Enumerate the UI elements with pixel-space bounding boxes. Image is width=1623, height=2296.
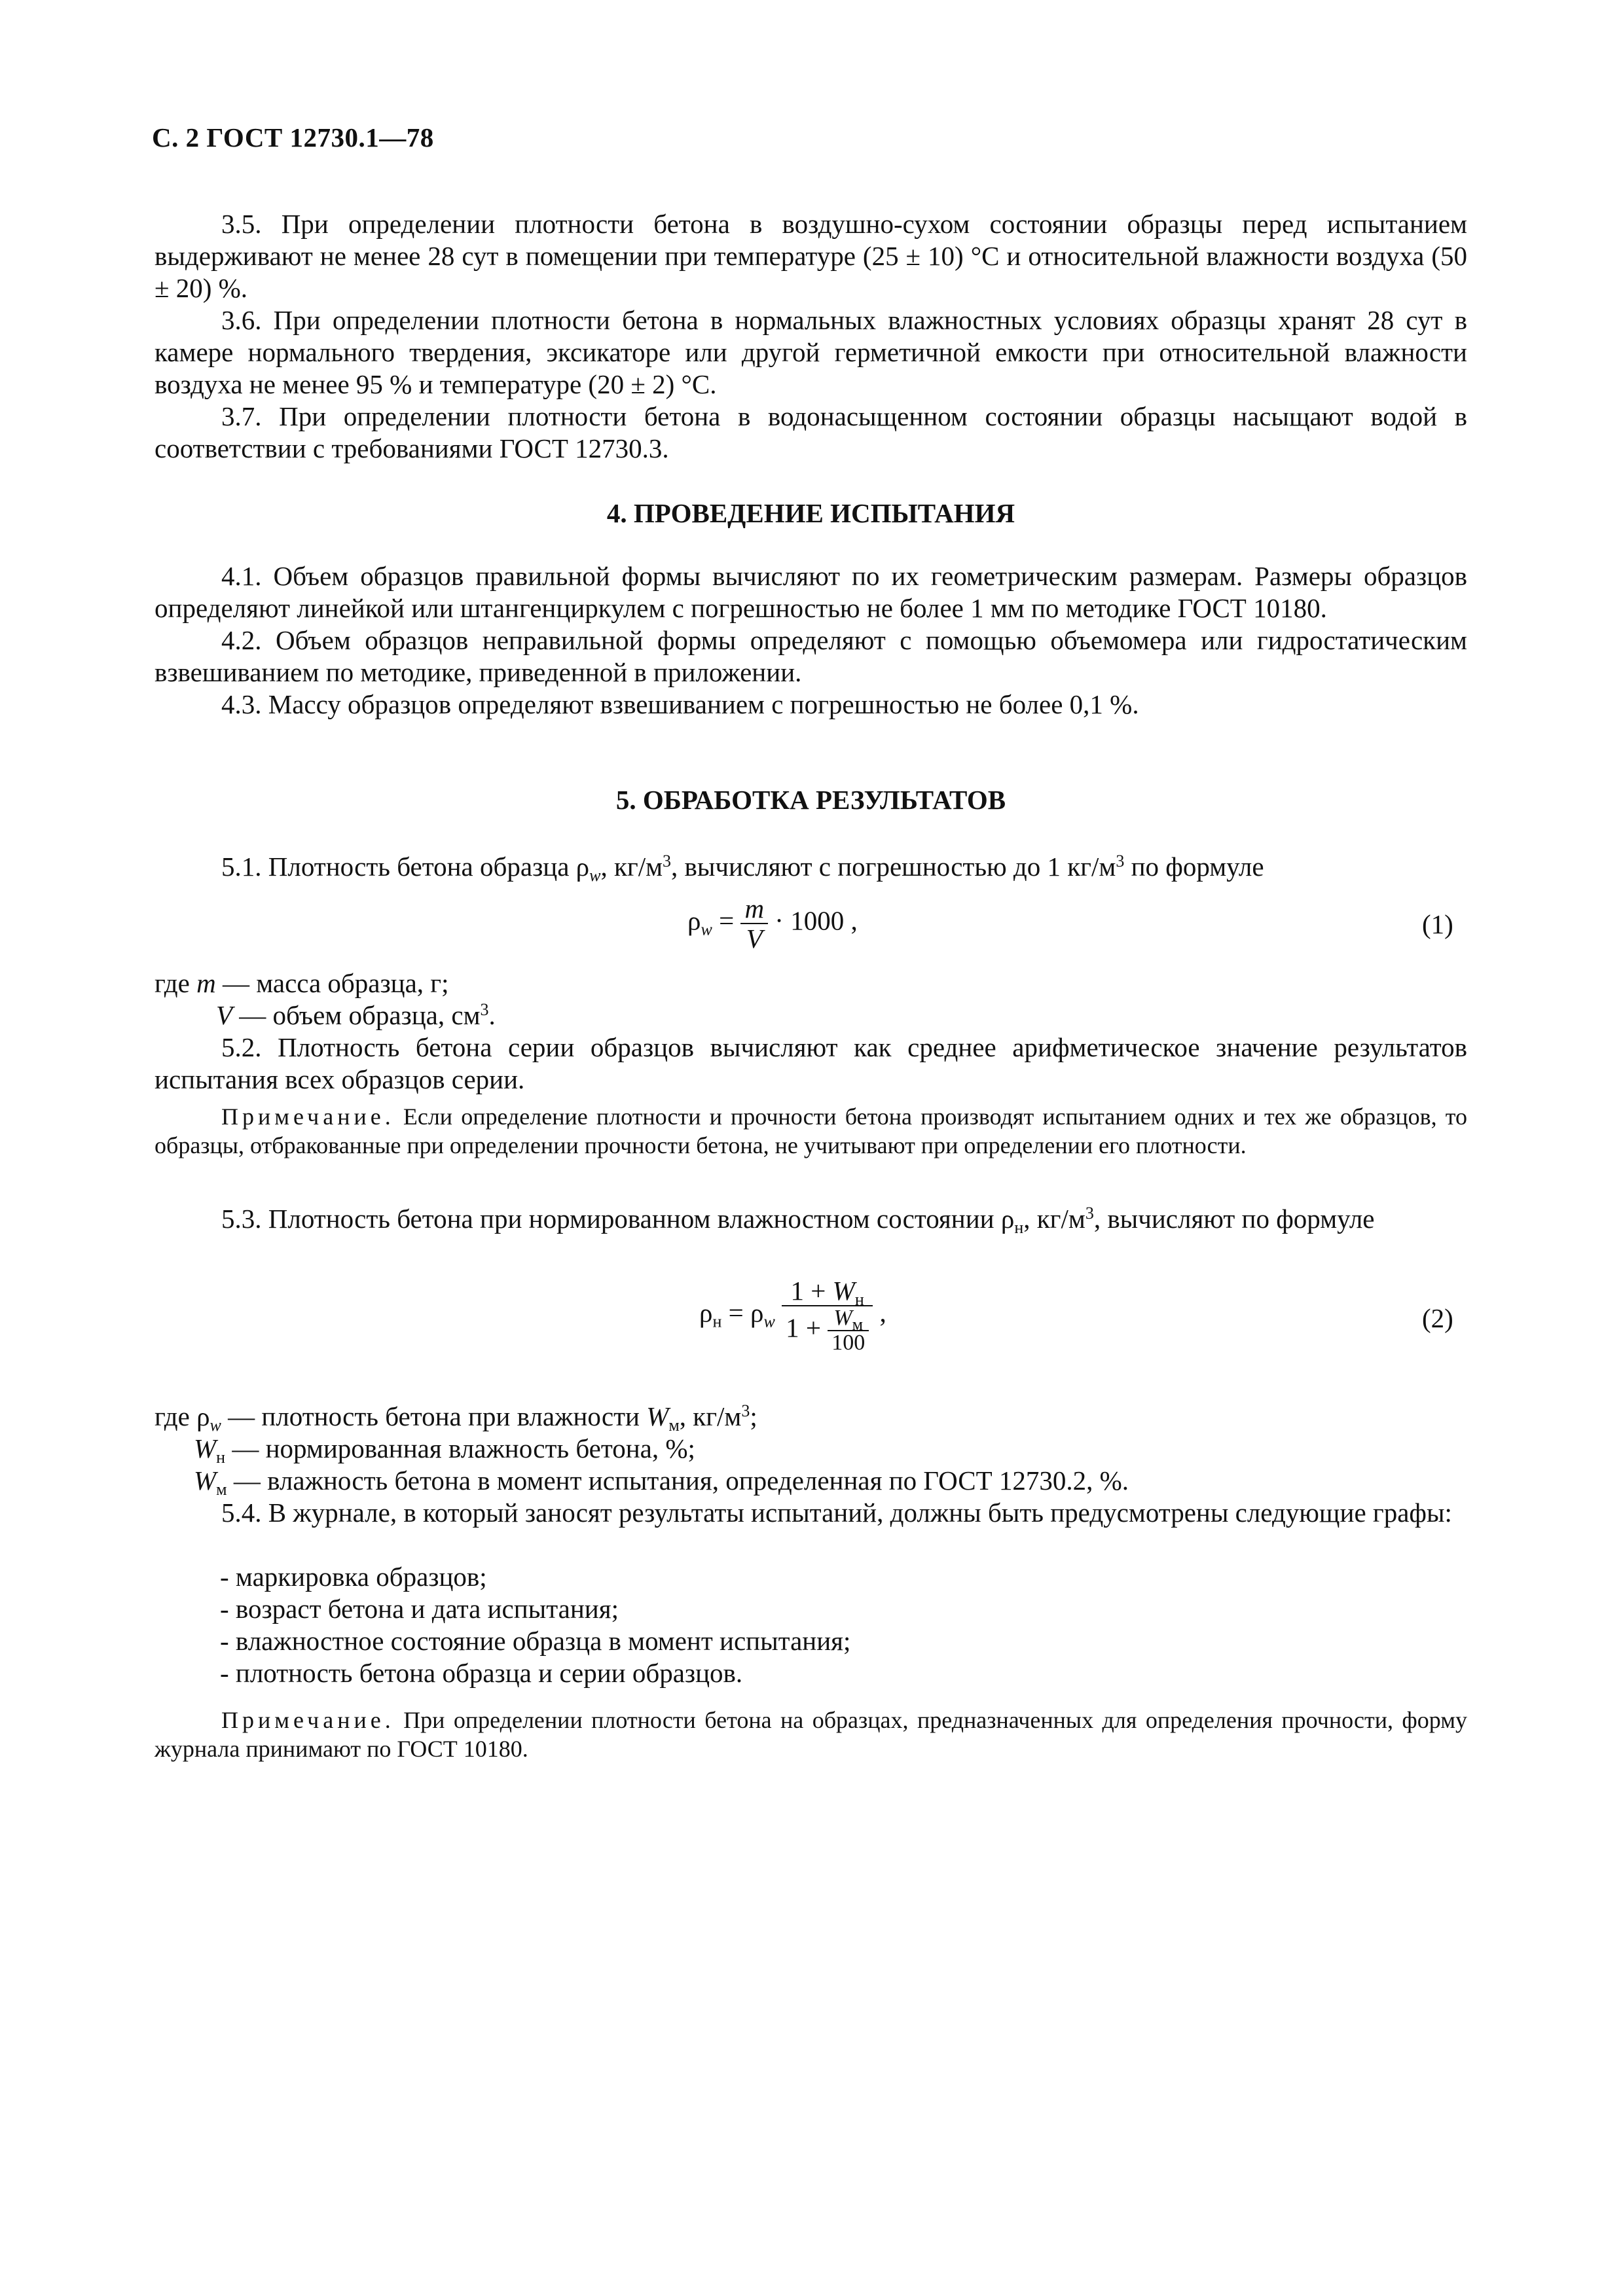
w2-l2v: W [194,1433,217,1463]
w2-l1sub: w [210,1416,221,1435]
w2-l1d: ; [750,1401,757,1431]
p53-sub: н [1014,1218,1024,1237]
note-1-label: Примечание. [221,1103,395,1130]
section-4-heading: 4. ПРОВЕДЕНИЕ ИСПЫТАНИЯ [606,498,1015,528]
where-2-line-2 [194,1433,695,1465]
f1-lhs: ρ [687,905,701,936]
formula-1-number: (1) [1422,909,1453,939]
paragraph-5-2-wrap [155,1031,1467,1096]
w2-l1vsub: м [668,1416,680,1435]
section-5-heading: 5. ОБРАБОТКА РЕЗУЛЬТАТОВ [615,785,1006,815]
w1-l1a: где [155,968,197,998]
p53-a: 5.3. Плотность бетона при нормированном влажностном состоянии ρ [221,1204,1015,1234]
w2-l1c: , кг/м [679,1401,742,1431]
w2-l1v: W [646,1401,669,1431]
f1-rest: · 1000 , [768,905,858,936]
paragraph-5-1 [155,851,1467,883]
p51-sub: w [589,866,601,885]
note-2-text: При определении плотности бетона на образцах, предназначенных для определения прочности, форму журнала принимают по ГОСТ 10180. [155,1707,1467,1762]
p51-c: , вычисляют с погрешностью до 1 кг/м [671,852,1116,882]
p51-d: по формуле [1124,852,1264,882]
f2-fraction [782,1276,873,1355]
f2-lhs: ρ [699,1297,713,1328]
paragraph-3-6: 3.6. При определении плотности бетона в нормальных влажностных условиях образцы хранят 28 сут в камере нормального твердения, эксикаторе или другой герметичной емкости при относительной влажности воздуха не менее 95 % и температуре (20 ± 2) °C. [155,305,1467,399]
p51-a: 5.1. Плотность бетона образца ρ [221,852,590,882]
f1-numerator: m [740,894,768,924]
w2-l3sub: м [216,1480,227,1499]
paragraph-5-4: 5.4. В журнале, в который заносят результаты испытаний, должны быть предусмотрены следующие графы: [221,1498,1452,1528]
paragraph-5-2: 5.2. Плотность бетона серии образцов вычисляют как среднее арифметическое значение результатов испытания всех образцов серии. [155,1032,1467,1094]
paragraph-5-4-wrap [155,1497,1467,1529]
f2-inner-num-sub: м [852,1315,864,1334]
w2-l1a: где ρ [155,1401,210,1431]
w2-l2b: — нормированная влажность бетона, %; [225,1433,695,1463]
f2-eq: = ρ [721,1297,764,1328]
formula-2-number: (2) [1422,1303,1453,1333]
p53-b: , кг/м [1023,1204,1085,1234]
p53-sup: 3 [1085,1204,1094,1223]
section-3-paragraphs [155,208,1467,465]
where-2-line-1 [155,1401,757,1433]
w2-l2sub: н [216,1448,226,1467]
f1-eq: = [712,905,741,936]
f2-rhs-sub: w [763,1312,775,1331]
w2-l3b: — влажность бетона в момент испытания, определенная по ГОСТ 12730.2, %. [227,1465,1129,1496]
f2-inner-fraction [828,1306,869,1355]
list-item: - влажностное состояние образца в момент испытания; [220,1626,851,1656]
f2-inner-num-v: W [833,1306,852,1330]
where-2-line-3 [194,1465,1129,1497]
f1-lhs-sub: w [701,920,712,939]
w1-l1b: — масса образца, г; [215,968,449,998]
where-1-line-2 [216,999,496,1031]
f2-lhs-sub: н [712,1312,722,1331]
f2-num-a: 1 + [790,1276,833,1306]
f2-den-a: 1 + [786,1312,828,1343]
f2-inner-num [828,1306,869,1334]
w2-l3v: W [194,1465,217,1496]
f2-denominator [782,1306,873,1355]
w2-l1sup: 3 [741,1401,750,1420]
w1-l1v: m [196,968,216,998]
f1-denominator: V [746,924,763,954]
note-2 [155,1706,1467,1763]
formula-1 [687,894,858,953]
f2-tail: , [873,1297,886,1328]
f2-num-v: W [832,1276,855,1306]
note-1 [155,1102,1467,1160]
list-item: - возраст бетона и дата испытания; [220,1594,619,1624]
w1-l2c: . [488,1000,496,1030]
list-item: - маркировка образцов; [220,1562,487,1592]
paragraph-4-1: 4.1. Объем образцов правильной формы вычисляют по их геометрическим размерам. Размеры образцов определяют линейкой или штангенциркулем с погрешностью не более 1 мм по методике ГОСТ 10180. [155,561,1467,623]
f2-numerator [782,1276,873,1309]
list-item: - плотность бетона образца и серии образцов. [220,1658,743,1688]
w1-l2v: V [216,1000,233,1030]
paragraph-4-3: 4.3. Массу образцов определяют взвешиванием с погрешностью не более 0,1 %. [221,689,1139,719]
section-4-paragraphs [155,560,1467,721]
note-1-text: Если определение плотности и прочности бетона производят испытанием одних и тех же образцов, то образцы, отбракованные при определении прочности бетона, не учитывают при определении его плотности. [155,1103,1467,1158]
f2-inner-den: 100 [831,1331,866,1355]
paragraph-3-7: 3.7. При определении плотности бетона в водонасыщенном состоянии образцы насыщают водой в соответствии с требованиями ГОСТ 12730.3. [155,401,1467,463]
w2-l1b: — плотность бетона при влажности [221,1401,647,1431]
p51-b: , кг/м [600,852,663,882]
paragraph-3-5: 3.5. При определении плотности бетона в воздушно-сухом состоянии образцы перед испытанием выдерживают не менее 28 сут в помещении при температуре (25 ± 10) °C и относительной влажности воздуха (50 ± 20) %. [155,209,1467,303]
paragraph-4-2: 4.2. Объем образцов неправильной формы определяют с помощью объемомера или гидростатическим взвешиванием по методике, приведенной в приложении. [155,625,1467,687]
p51-sup1: 3 [663,852,672,870]
f1-fraction [740,894,768,953]
p51-sup2: 3 [1116,852,1125,870]
page-header: С. 2 ГОСТ 12730.1—78 [152,122,434,152]
w1-l2sup: 3 [480,1000,489,1019]
w1-l2b: — объем образца, см [232,1000,481,1030]
note-2-label: Примечание. [221,1707,395,1733]
formula-2 [699,1276,886,1355]
f2-num-sub: н [854,1290,864,1309]
p53-c: , вычисляют по формуле [1093,1204,1375,1234]
where-1-line-1 [155,967,449,999]
paragraph-5-3 [155,1203,1467,1235]
